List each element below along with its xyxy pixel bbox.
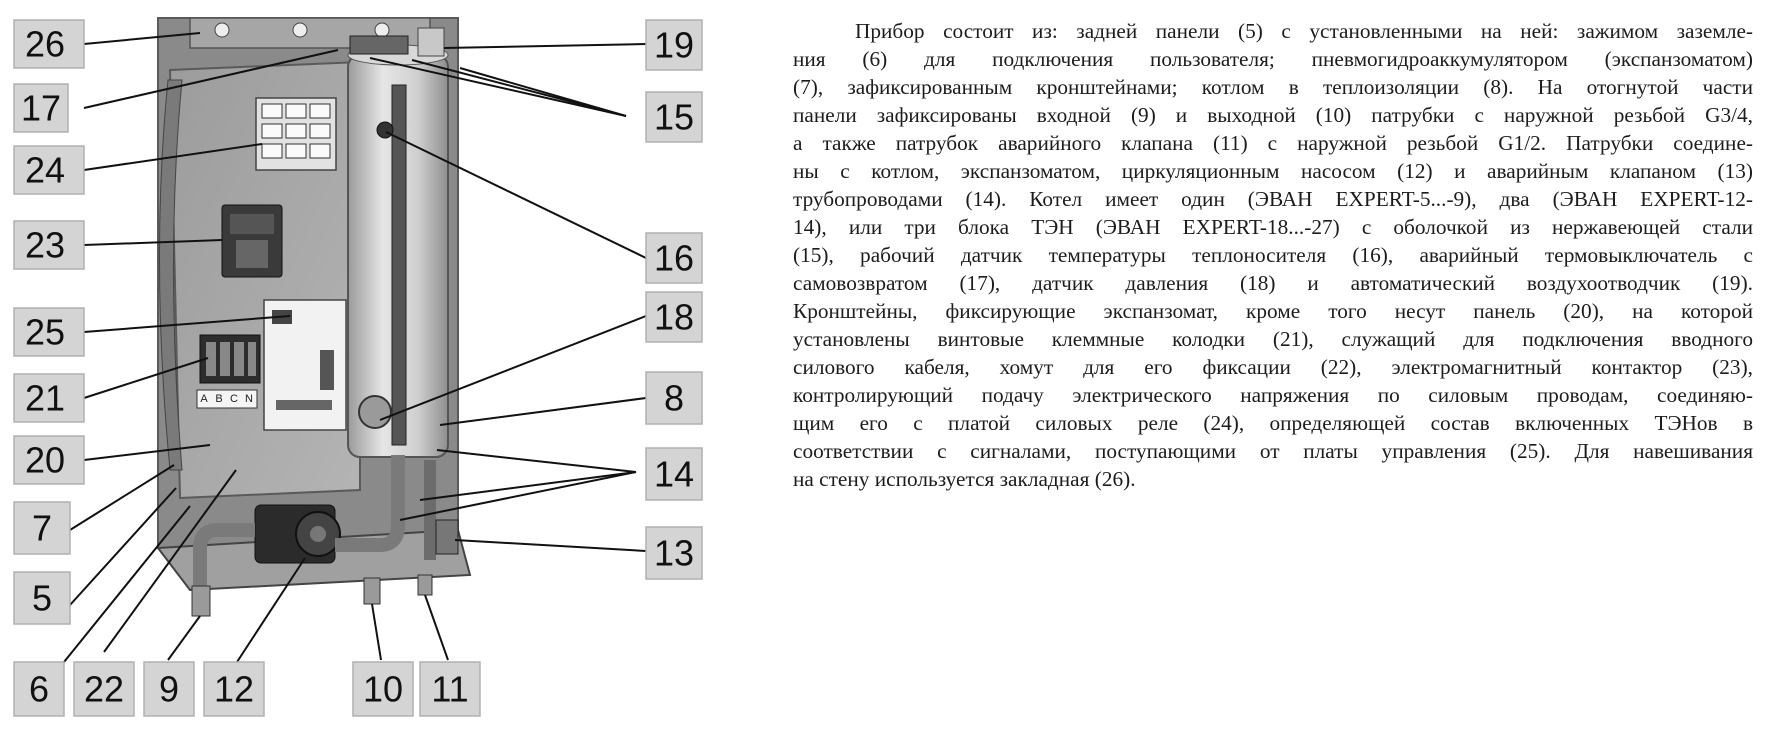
description-line: а также патрубок аварийного клапана (11) с наружной резьбой G1/2. Патрубки соедине- bbox=[793, 131, 1753, 155]
callout-16 bbox=[646, 233, 702, 283]
callout-17 bbox=[14, 84, 68, 132]
safety-valve bbox=[436, 520, 458, 554]
svg-text:8: 8 bbox=[663, 377, 685, 419]
circulation-pump bbox=[255, 505, 340, 563]
callout-15 bbox=[646, 92, 702, 142]
callout-22 bbox=[74, 662, 134, 716]
callout-14 bbox=[646, 448, 702, 500]
svg-text:14: 14 bbox=[653, 453, 695, 495]
phase-label-c: C bbox=[230, 393, 238, 405]
leader-11 bbox=[425, 595, 448, 660]
temperature-sensor bbox=[377, 122, 393, 138]
leader-19 bbox=[444, 44, 646, 48]
callout-7 bbox=[14, 502, 70, 554]
svg-text:23: 23 bbox=[24, 224, 66, 266]
svg-text:25: 25 bbox=[24, 311, 66, 353]
svg-text:26: 26 bbox=[24, 23, 66, 65]
callout-12 bbox=[204, 662, 264, 716]
description-line: Кронштейны, фиксирующие экспанзомат, кроме того несут панель (20), на которой bbox=[793, 299, 1753, 323]
svg-text:20: 20 bbox=[24, 439, 66, 481]
phase-label-n: N bbox=[245, 393, 253, 405]
inlet-pipe bbox=[192, 586, 210, 616]
leader-8 bbox=[440, 398, 646, 425]
description-line: (7), зафиксированным кронштейнами; котлом в теплоизоляции (8). На отогнутой части bbox=[793, 75, 1753, 99]
svg-text:18: 18 bbox=[653, 296, 695, 338]
description-line: ны с котлом, экспанзоматом, циркуляционным насосом (12) и аварийным клапаном (13) bbox=[793, 159, 1753, 183]
callout-25 bbox=[14, 308, 84, 356]
callout-23 bbox=[14, 221, 84, 269]
contactor bbox=[222, 205, 282, 277]
description-line: 14), или три блока ТЭН (ЭВАН EXPERT-18...-27) с оболочкой из нержавеющей стали bbox=[793, 215, 1753, 239]
description-line: панели зафиксированы входной (9) и выходной (10) патрубки с наружной резьбой G3/4, bbox=[793, 103, 1753, 127]
svg-text:9: 9 bbox=[158, 668, 180, 710]
pressure-sensor bbox=[359, 396, 391, 428]
description-line: Прибор состоит из: задней панели (5) с установленными на ней: зажимом заземле- bbox=[855, 19, 1753, 43]
svg-text:17: 17 bbox=[20, 87, 62, 129]
phase-label-b: B bbox=[215, 393, 223, 405]
svg-text:7: 7 bbox=[31, 507, 53, 549]
callout-24 bbox=[14, 146, 84, 194]
leader-6 bbox=[64, 506, 190, 662]
air-vent bbox=[418, 28, 444, 56]
callouts-bottom bbox=[14, 662, 480, 716]
svg-text:15: 15 bbox=[653, 96, 695, 138]
phase-label-strip bbox=[197, 390, 257, 408]
callout-9 bbox=[144, 662, 194, 716]
svg-text:6: 6 bbox=[28, 668, 50, 710]
description-line: ния (6) для подключения пользователя; пневмогидроаккумулятором (экспанзоматом) bbox=[793, 47, 1753, 71]
callout-26 bbox=[14, 20, 84, 68]
terminal-blocks bbox=[200, 335, 260, 383]
relief-valve-pipe bbox=[418, 575, 432, 595]
description-line: (15), рабочий датчик температуры теплоносителя (16), аварийный термовыключатель с bbox=[793, 243, 1753, 267]
svg-text:16: 16 bbox=[653, 237, 695, 279]
callout-10 bbox=[353, 662, 413, 716]
leader-13 bbox=[455, 540, 646, 551]
svg-text:13: 13 bbox=[653, 532, 695, 574]
svg-text:12: 12 bbox=[213, 668, 255, 710]
top-flange bbox=[350, 36, 408, 54]
callout-19 bbox=[646, 20, 702, 70]
mount-hole bbox=[375, 23, 389, 37]
description-line: контролирующий подачу электрического напряжения по силовым проводам, соединяю- bbox=[793, 383, 1753, 407]
callout-21 bbox=[14, 374, 84, 422]
description-line: самовозвратом (17), датчик давления (18) и автоматический воздухоотводчик (19). bbox=[793, 271, 1753, 295]
svg-text:10: 10 bbox=[362, 668, 404, 710]
svg-text:11: 11 bbox=[431, 668, 469, 710]
phase-label-a: A bbox=[200, 393, 208, 405]
callout-5 bbox=[14, 572, 70, 624]
callout-20 bbox=[14, 436, 84, 484]
description-line: трубопроводами (14). Котел имеет один (ЭВАН EXPERT-5...-9), два (ЭВАН EXPERT-12- bbox=[793, 187, 1753, 211]
mount-hole bbox=[293, 23, 307, 37]
callout-11 bbox=[420, 662, 480, 716]
callouts-right bbox=[646, 20, 702, 579]
svg-text:5: 5 bbox=[31, 577, 53, 619]
leader-14a bbox=[437, 450, 636, 472]
description-line: силового кабеля, хомут для его фиксации (22), электромагнитный контактор (23), bbox=[793, 355, 1753, 379]
description-line: установлены винтовые клеммные колодки (21), служащий для подключения вводного bbox=[793, 327, 1753, 351]
outlet-pipe bbox=[364, 578, 380, 604]
leader-9 bbox=[168, 616, 200, 660]
description-line: соответствии с сигналами, поступающими от платы управления (25). Для навешивания bbox=[793, 439, 1753, 463]
control-board bbox=[264, 300, 346, 430]
svg-text:21: 21 bbox=[24, 377, 66, 419]
callout-13 bbox=[646, 527, 702, 579]
description-line: на стену используется закладная (26). bbox=[793, 467, 1136, 491]
callout-8 bbox=[646, 372, 702, 424]
boiler-illustration bbox=[158, 18, 470, 616]
svg-text:22: 22 bbox=[83, 668, 125, 710]
svg-text:24: 24 bbox=[24, 149, 66, 191]
callouts-left bbox=[14, 20, 84, 624]
mount-hole bbox=[215, 23, 229, 37]
callout-18 bbox=[646, 292, 702, 342]
description-text bbox=[793, 17, 1753, 493]
callout-6 bbox=[14, 662, 64, 716]
leader-10 bbox=[372, 604, 381, 660]
description-line: щим его с платой силовых реле (24), определяющей состав включенных ТЭНов в bbox=[793, 411, 1753, 435]
relay-board bbox=[256, 98, 336, 170]
svg-text:19: 19 bbox=[653, 24, 695, 66]
leader-15c bbox=[460, 68, 626, 116]
